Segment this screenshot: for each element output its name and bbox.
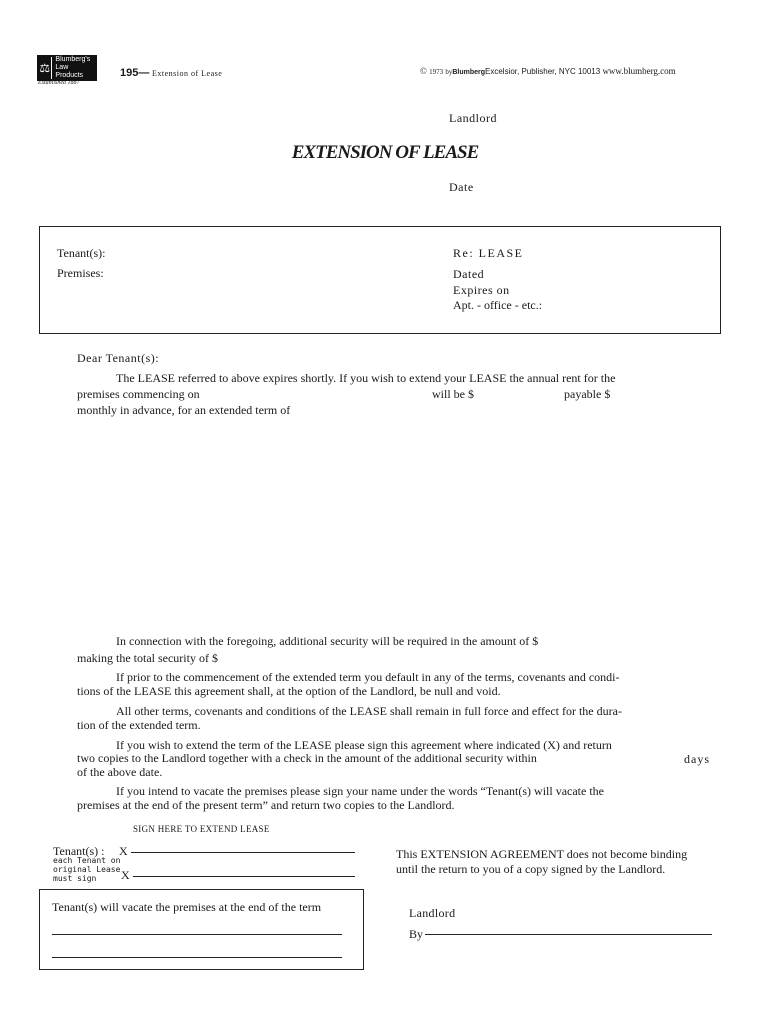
paragraph-5-line-3: of the above date. xyxy=(77,765,163,779)
tenants-sign-label: Tenant(s) : xyxy=(53,844,105,858)
vacate-box xyxy=(39,889,364,970)
paragraph-3-line-1: If prior to the commencement of the extended term you default in any of the terms, covenants and condi- xyxy=(116,670,620,684)
paragraph-1-line-2c: payable $ xyxy=(564,387,611,401)
landlord-label: Landlord xyxy=(449,111,497,125)
dated-label: Dated xyxy=(453,267,485,281)
paragraph-1-line-2a: premises commencing on xyxy=(77,387,200,401)
expires-label: Expires on xyxy=(453,283,510,297)
date-label: Date xyxy=(449,180,474,194)
landlord-sign-label: Landlord xyxy=(409,906,456,920)
tenant-signature-line-2[interactable] xyxy=(133,876,355,877)
paragraph-2-line-2: making the total security of $ xyxy=(77,651,218,665)
binding-note-line-1: This EXTENSION AGREEMENT does not become binding xyxy=(396,847,688,861)
justice-figure-icon: ⚖ xyxy=(38,57,52,79)
paragraph-4-line-1: All other terms, covenants and conditions of the LEASE shall remain in full force and effect for the dura- xyxy=(116,704,622,718)
landlord-signature-line[interactable] xyxy=(425,934,712,935)
tenant-signature-line-1[interactable] xyxy=(131,852,355,853)
sign-here-label: SIGN HERE TO EXTEND LEASE xyxy=(133,824,270,834)
binding-note-line-2: until the return to you of a copy signed by the Landlord. xyxy=(396,862,666,876)
each-tenant-note: each Tenant on original Lease must sign xyxy=(53,856,121,883)
paragraph-4-line-2: tion of the extended term. xyxy=(77,718,201,732)
logo-line-1: Blumberg's xyxy=(55,56,91,63)
copyright-line: © 1973 byBlumbergExcelsior, Publisher, NYC 10013 www.blumberg.com xyxy=(420,66,676,76)
by-label: By xyxy=(409,927,424,941)
vacate-signature-line-1[interactable] xyxy=(52,934,342,935)
x-mark-2: X xyxy=(121,868,130,882)
paragraph-2-line-1: In connection with the foregoing, additional security will be required in the amount of $ xyxy=(116,634,539,648)
paragraph-1-line-3: monthly in advance, for an extended term of xyxy=(77,403,291,417)
form-name: Extension of Lease xyxy=(152,69,223,78)
premises-label: Premises: xyxy=(57,266,104,280)
paragraph-5-line-2: two copies to the Landlord together with a check in the amount of the additional security within xyxy=(77,751,537,765)
logo-line-2: Law Products xyxy=(55,64,84,79)
re-lease-label: Re: LEASE xyxy=(453,246,524,260)
paragraph-3-line-2: tions of the LEASE this agreement shall, at the option of the Landlord, be null and void. xyxy=(77,684,501,698)
page-title: EXTENSION OF LEASE xyxy=(291,142,479,163)
lease-info-box xyxy=(39,226,721,334)
salutation: Dear Tenant(s): xyxy=(77,351,160,365)
days-label: days xyxy=(684,752,710,766)
tenants-label: Tenant(s): xyxy=(57,246,106,260)
vacate-heading: Tenant(s) will vacate the premises at the end of the term xyxy=(52,900,322,914)
website: www.blumberg.com xyxy=(602,66,676,76)
paragraph-1-line-1: The LEASE referred to above expires shortly. If you wish to extend your LEASE the annual rent for the xyxy=(116,371,616,385)
x-mark-1: X xyxy=(119,844,128,858)
paragraph-1-line-2b: will be $ xyxy=(432,387,474,401)
vacate-signature-line-2[interactable] xyxy=(52,957,342,958)
blumberg-logo xyxy=(37,55,97,81)
apt-office-label: Apt. - office - etc.: xyxy=(453,298,543,312)
paragraph-6-line-2: premises at the end of the present term” and return two copies to the Landlord. xyxy=(77,798,455,812)
paragraph-6-line-1: If you intend to vacate the premises please sign your name under the words “Tenant(s) will vacate the xyxy=(116,784,604,798)
form-number: 195— xyxy=(120,67,150,79)
established-text: Established 1887 xyxy=(38,80,80,86)
paragraph-5-line-1: If you wish to extend the term of the LEASE please sign this agreement where indicated (X) and return xyxy=(116,738,612,752)
